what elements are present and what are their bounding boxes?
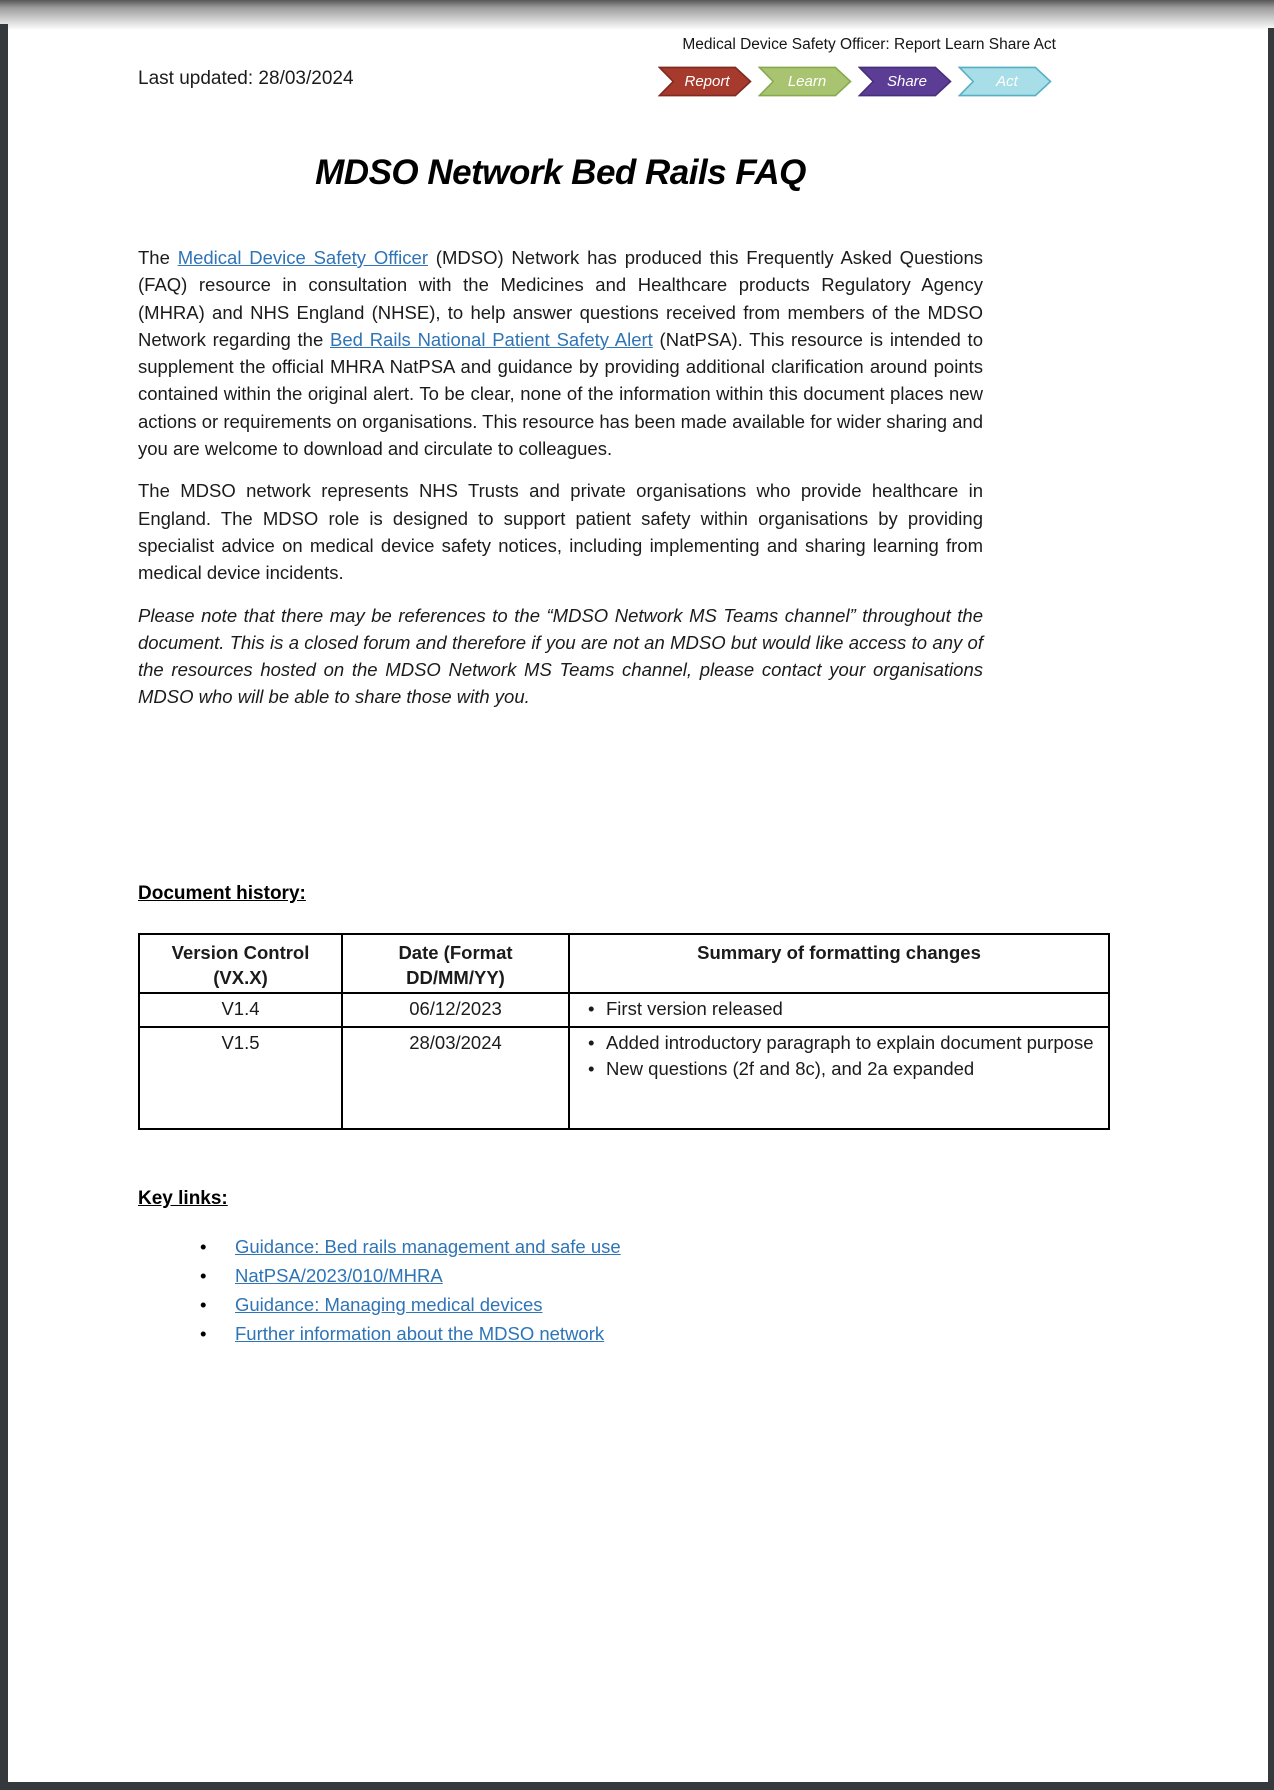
chevron-report-label: Report <box>684 73 730 90</box>
list-item <box>138 1261 1108 1290</box>
guidance-managing-devices-link[interactable]: • Guidance: Managing medical devices <box>235 1293 543 1315</box>
intro-paragraph <box>138 244 983 462</box>
intro-paragraph-mid: (MDSO) Network has produced this Frequently Asked Questions (FAQ) resource in consultation with the Medicines and Healthcare products Regulatory Agency (MHRA) and NHS England (NHSE), to help answer questions received from members of the MDSO Network regarding the <box>138 247 983 350</box>
col-header-version: Version Control (VX.X) <box>139 934 342 993</box>
table-row <box>139 993 1109 1027</box>
mdso-network-info-link[interactable]: • Further information about the MDSO network <box>235 1322 605 1344</box>
changes-cell <box>569 1027 1109 1129</box>
bed-rails-natpsa-link[interactable]: Bed Rails National Patient Safety Alert <box>330 328 653 350</box>
list-item <box>138 1232 1108 1261</box>
page-edge-left <box>0 24 8 1790</box>
document-body <box>138 244 1108 1348</box>
last-updated-text: Last updated: 28/03/2024 <box>138 68 354 89</box>
date-cell: 06/12/2023 <box>342 993 569 1027</box>
chevron-act <box>958 66 1052 97</box>
changes-cell <box>569 993 1109 1027</box>
report-learn-share-act-banner <box>658 66 1052 97</box>
page-edge-top <box>0 0 1274 30</box>
page-title: MDSO Network Bed Rails FAQ <box>315 153 806 193</box>
guidance-bed-rails-link[interactable]: • Guidance: Bed rails management and safe use <box>235 1235 621 1257</box>
col-header-summary: Summary of formatting changes <box>569 934 1109 993</box>
version-cell: V1.4 <box>139 993 342 1027</box>
date-cell: 28/03/2024 <box>342 1027 569 1129</box>
change-item <box>574 1056 1104 1082</box>
table-row <box>139 1027 1109 1129</box>
natpsa-link[interactable]: • NatPSA/2023/010/MHRA <box>235 1264 443 1286</box>
change-item <box>574 1030 1104 1056</box>
mdso-link[interactable]: Medical Device Safety Officer <box>177 247 428 268</box>
chevron-act-label: Act <box>996 73 1018 90</box>
ms-teams-note-paragraph: Please note that there may be references to the “MDSO Network MS Teams channel” throughout the document. This is a closed forum and therefore if you are not an MDSO but would like access to any of the resources hosted on the MDSO Network MS Teams channel, please contact your organisations MDSO who will be able to share those with you. <box>138 604 983 708</box>
key-links-list <box>138 1232 1108 1348</box>
change-item-text: • First version released <box>606 997 783 1019</box>
col-header-date: Date (Format DD/MM/YY) <box>342 934 569 993</box>
document-history-heading: Document history: <box>138 882 306 904</box>
intro-paragraph-post: (NatPSA). This resource is intended to supplement the official MHRA NatPSA and guidance by providing additional clarification around points contained within the original alert. To be clear, none of the information within this document places new actions or requirements on organisations. This resource has been made available for wider sharing and you are welcome to download and circulate to colleagues. <box>138 328 983 460</box>
network-paragraph: The MDSO network represents NHS Trusts and private organisations who provide healthcare in England. The MDSO role is designed to support patient safety within organisations by providing specialist advice on medical device safety notices, including implementing and sharing learning from medical device incidents. <box>138 480 983 584</box>
table-header-row <box>139 934 1109 993</box>
page-edge-right <box>1268 28 1274 1790</box>
chevron-share <box>858 66 952 97</box>
version-cell: V1.5 <box>139 1027 342 1129</box>
change-item-text: • New questions (2f and 8c), and 2a expanded <box>606 1057 975 1079</box>
mdso-tagline: Medical Device Safety Officer: Report Learn Share Act <box>682 36 1056 53</box>
chevron-learn-label: Learn <box>787 73 827 90</box>
list-item <box>138 1290 1108 1319</box>
change-item-text: • Added introductory paragraph to explain document purpose <box>606 1031 1094 1053</box>
page-edge-bottom <box>0 1782 1274 1790</box>
intro-paragraph-pre: The <box>138 247 178 268</box>
chevron-learn <box>758 66 852 97</box>
chevron-share-label: Share <box>886 73 928 90</box>
list-item <box>138 1319 1108 1348</box>
document-history-table <box>138 933 1110 1130</box>
key-links-heading: Key links: <box>138 1187 228 1209</box>
change-item <box>574 996 1104 1022</box>
chevron-report <box>658 66 752 97</box>
